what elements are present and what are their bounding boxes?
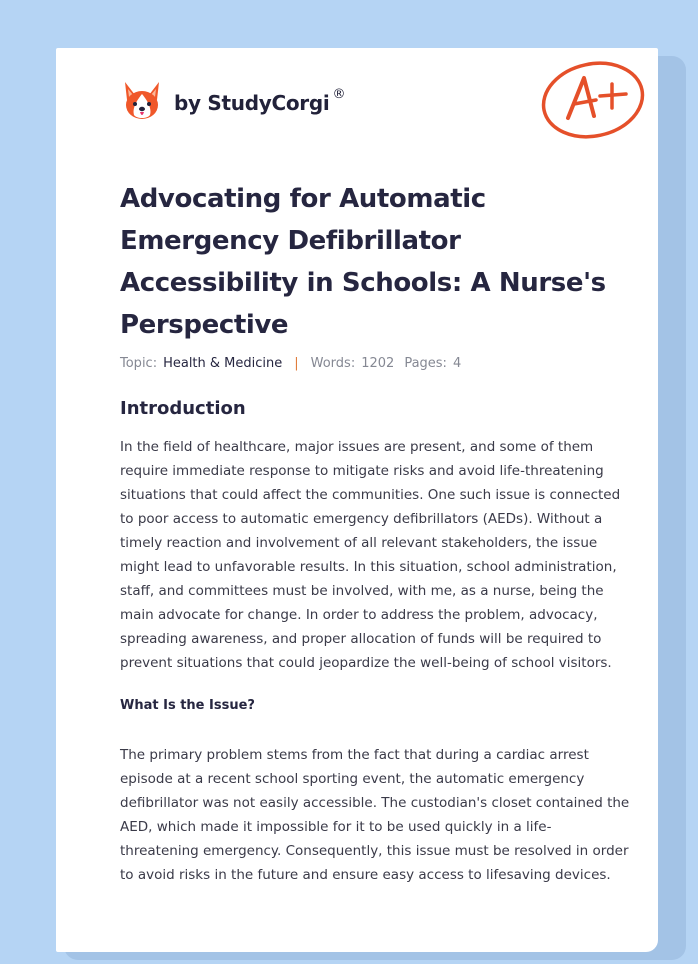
topic-link[interactable]: Health & Medicine [163, 356, 283, 371]
subheading-what-is-the-issue: What Is the Issue? [120, 698, 255, 713]
words-label: Words: [310, 356, 356, 371]
brand-header[interactable] [122, 78, 345, 122]
words-count: 1202 [361, 356, 395, 371]
pages-label: Pages: [404, 356, 447, 371]
issue-paragraph: The primary problem stems from the fact that during a cardiac arrest episode at a recent school sporting event, the automatic emergency defibrillator was not easily accessible. The custodian's closet contained the AED, which made it impossible for it to be used quickly in a life-threatening emergency. Consequently, this issue must be resolved in order to avoid risks in the future and ensure easy access to lifesaving devices. [120, 747, 630, 883]
meta-separator: | [294, 356, 299, 371]
section-heading-introduction: Introduction [120, 398, 246, 419]
intro-paragraph: In the field of healthcare, major issues are present, and some of them require immediate response to mitigate risks and avoid life-threatening situations that could affect the communities. One such issue is connected to poor access to automatic emergency defibrillators (AEDs). Without a timely reaction and involvement of all relevant stakeholders, the issue might lead to unfavorable results. In this situation, school administration, staff, and committees must be involved, with me, as a nurse, being the main advocate for change. In order to address the problem, advocacy, spreading awareness, and proper allocation of funds will be required to prevent situations that could jeopardize the well-being of school visitors. [120, 439, 621, 671]
page-title: Advocating for Automatic Emergency Defibrillator Accessibility in Schools: A Nurse's Perspective [120, 184, 606, 340]
article-content [120, 178, 630, 887]
brand-name: by StudyCorgi ® [174, 87, 346, 115]
corgi-logo-icon [122, 78, 162, 122]
document-page [56, 48, 658, 952]
topic-label: Topic: [120, 356, 158, 371]
pages-count: 4 [452, 356, 462, 371]
grade-a-plus-badge [538, 58, 648, 140]
registered-mark: ® [332, 87, 346, 103]
article-meta [120, 356, 630, 371]
